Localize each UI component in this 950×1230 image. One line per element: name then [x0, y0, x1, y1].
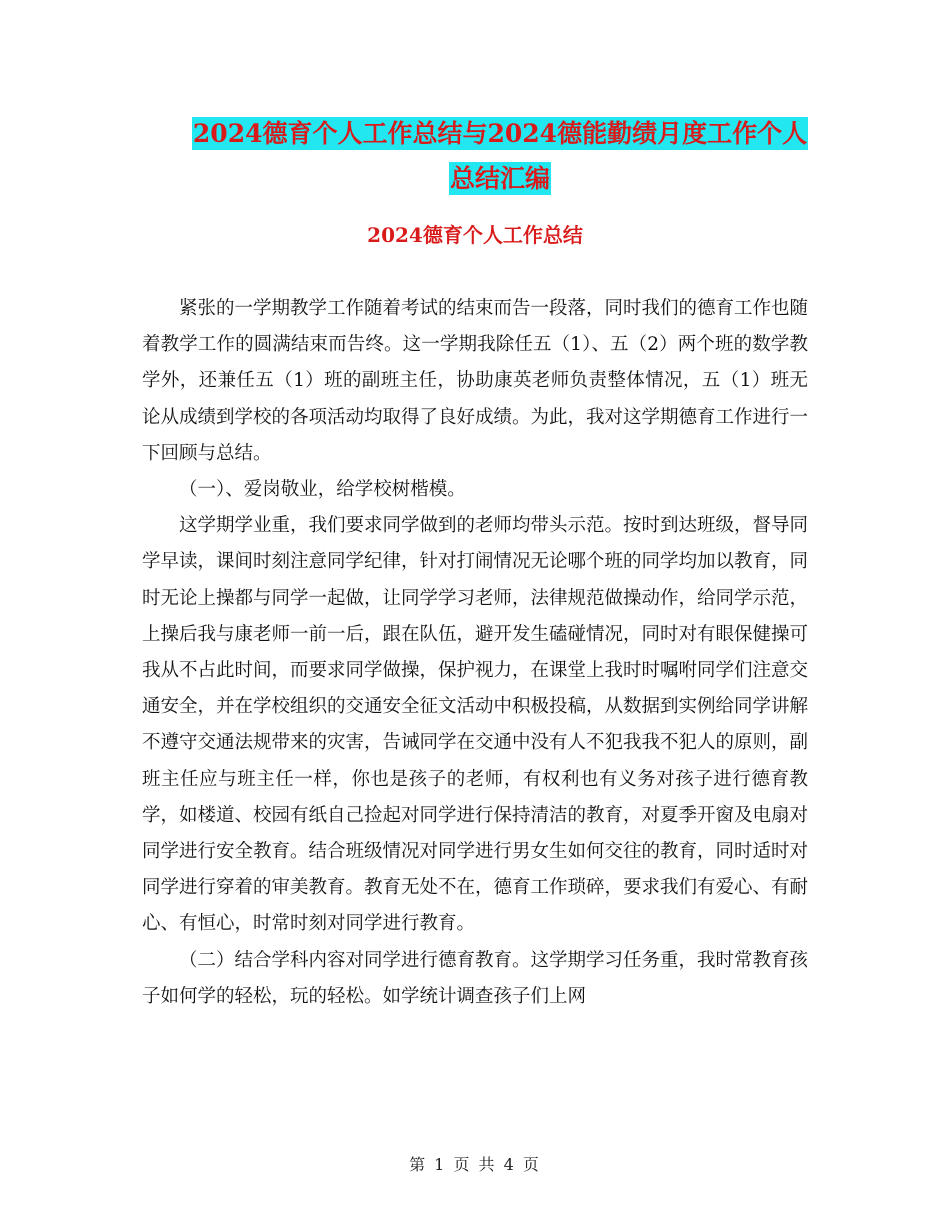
section-title: 2024德育个人工作总结 [367, 223, 583, 247]
document-title [120, 111, 880, 201]
paragraph-section-1: 这学期学业重，我们要求同学做到的老师均带头示范。按时到达班级，督导同学早读，课间时刻注意同学纪律，针对打闹情况无论哪个班的同学均加以教育，同时无论上操都与同学一起做，让同学学习老师，法律规范做操动作，给同学示范，上操后我与康老师一前一后，跟在队伍，避开发生磕碰情况，同时对有眼保健操可我从不占此时间，而要求同学做操，保护视力，在课堂上我时时嘱咐同学们注意交通安全，并在学校组织的交通安全征文活动中积极投稿，从数据到实例给同学讲解不遵守交通法规带来的灾害，告诫同学在交通中没有人不犯我我不犯人的原则，副班主任应与班主任一样，你也是孩子的老师，有权利也有义务对孩子进行德育教学，如楼道、校园有纸自己捡起对同学进行保持清洁的教育，对夏季开窗及电扇对同学进行安全教育。结合班级情况对同学进行男女生如何交往的教育，同时适时对同学进行穿着的审美教育。教育无处不在，德育工作琐碎，要求我们有爱心、有耐心、有恒心，时常时刻对同学进行教育。 [142, 515, 809, 935]
paragraph-heading-1: （一）、爱岗敬业，给学校树楷模。 [179, 479, 466, 501]
paragraph-intro: 紧张的一学期教学工作随着考试的结束而告一段落，同时我们的德育工作也随着教学工作的圆满结束而告终。这一学期我除任五（1）、五（2）两个班的数学教学外，还兼任五（1）班的副班主任，协助康英老师负责整体情况，五（1）班无论从成绩到学校的各项活动均取得了良好成绩。为此，我对这学期德育工作进行一下回顾与总结。 [142, 298, 809, 464]
paragraph-section-2: （二）结合学科内容对同学进行德育教育。这学期学习任务重，我时常教育孩子如何学的轻松，玩的轻松。如学统计调查孩子们上网 [142, 949, 809, 1007]
page-footer: 第 1 页 共 4 页 [409, 1155, 541, 1174]
title-line-1: 2024德育个人工作总结与2024德能勤绩月度工作个人 [192, 119, 808, 148]
document-body [142, 291, 808, 1015]
title-line-2: 总结汇编 [449, 164, 550, 193]
